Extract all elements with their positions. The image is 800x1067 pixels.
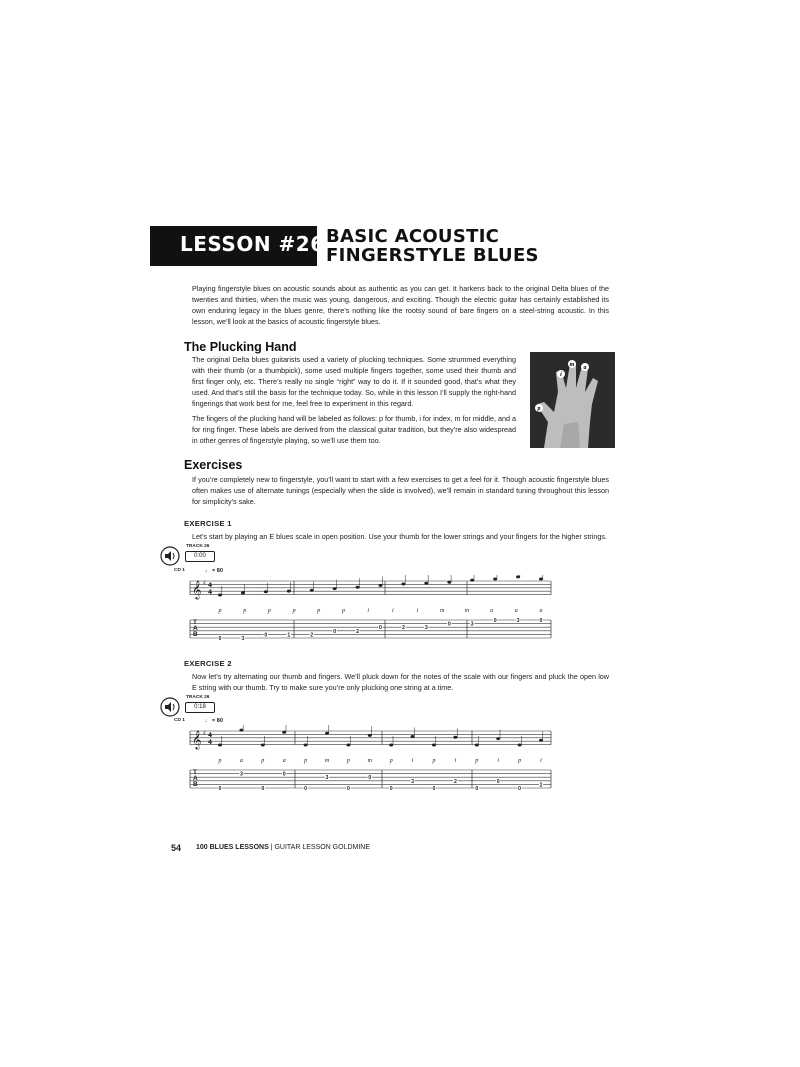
intro-paragraph: Playing fingerstyle blues on acoustic sounds about as authentic as you can get. It harkens back to the original Delta blues of the twenties and thirties, when the music was young, dangerous, and exciting. Though the electric guitar has certainly established its own enduring legacy in the blues genre, there’s nothing like the rootsy sound of bare fingers on a steel-string acoustic. In this lesson, we’ll look at the basics of acoustic fingerstyle blues. — [192, 284, 609, 326]
note-head — [516, 575, 520, 578]
tab-fret-number: 0 — [496, 778, 500, 785]
hand-photo — [530, 352, 615, 448]
exercise2-time[interactable]: 0:18 — [185, 702, 215, 713]
exercise1-notation — [188, 575, 553, 650]
note-head — [261, 744, 265, 747]
tab-fret-number: 2 — [356, 628, 360, 635]
tab-fret-number: 0 — [333, 628, 337, 635]
fingering-letter: i — [454, 758, 457, 764]
note-head — [432, 744, 436, 747]
plucking-hand-paragraph-1: The original Delta blues guitarists used a variety of plucking techniques. Some strummed everything with their thumb (or a thumbpick), some used multiple fingers together, some used their thumb and first finger only, etc. There’s really no single “right” way to do it. If it sounded good, that’s what they used. And that’s still the basis for the technique today. So, while in this lesson I’ll supply the right-hand fingerings that work best for me, feel free to experiment in this regard. — [192, 355, 516, 408]
note-head — [241, 591, 245, 594]
fingering-letter: a — [514, 608, 518, 614]
exercise2-text: Now let’s try alternating our thumb and fingers. We’ll pluck down for the notes of the scale with our fingers and pluck the open low E string with our thumb. Try to make sure you’re only plucking one string at a time. — [192, 672, 609, 692]
exercise1-track-label: TRACK 26 — [186, 544, 210, 549]
tab-fret-number: 3 — [424, 625, 428, 632]
fingering-letter: a — [539, 608, 543, 614]
lesson-number: LESSON #26: — [180, 232, 334, 256]
speaker-icon[interactable] — [160, 546, 180, 566]
exercise2-cd-label: CD 1 — [174, 718, 185, 723]
fingering-letter: p — [389, 758, 393, 764]
note-head — [539, 739, 543, 742]
footer-book-title: 100 BLUES LESSONS — [196, 844, 269, 851]
time-signature-top: 4 — [208, 582, 213, 589]
note-head — [218, 594, 222, 597]
tab-fret-number: 0 — [304, 786, 308, 792]
note-head — [356, 586, 360, 589]
note-head — [310, 589, 314, 592]
index-label: i — [560, 372, 562, 378]
note-head — [518, 744, 522, 747]
key-signature-sharp: ♯ — [203, 730, 206, 737]
note-head — [287, 590, 291, 593]
tab-fret-number: 0 — [218, 636, 222, 642]
exercises-intro: If you’re completely new to fingerstyle, you’ll want to start with a few exercises to get a feel for it. Though acoustic fingerstyle blues often makes use of alternate tunings (especially when the slide is involved), we’ll remain in standard tuning throughout this lesson for simplicity’s sake. — [192, 475, 609, 506]
note-head — [239, 729, 243, 732]
note-head — [453, 736, 457, 739]
tab-fret-number: 2 — [453, 778, 457, 785]
tab-fret-number: 0 — [261, 786, 265, 792]
exercise1-cd-label: CD 1 — [174, 568, 185, 573]
fingering-letter: m — [440, 608, 445, 614]
exercise1-time[interactable]: 0:00 — [185, 551, 215, 562]
tab-fret-number: 0 — [475, 786, 479, 792]
note-head — [346, 744, 350, 747]
tab-fret-number: 0 — [282, 771, 286, 778]
hand-illustration — [530, 352, 615, 448]
lesson-title-line1: BASIC ACOUSTIC — [326, 226, 500, 247]
note-head — [475, 744, 479, 747]
note-head — [539, 578, 543, 581]
fingering-letter: p — [341, 608, 345, 614]
fingering-letter: m — [367, 758, 372, 764]
fingering-letter: m — [464, 608, 470, 614]
tab-fret-number: 0 — [432, 786, 436, 792]
tab-clef-letter: T — [193, 619, 197, 626]
tab-fret-number: 0 — [264, 632, 268, 639]
tab-fret-number: 3 — [239, 771, 243, 778]
note-head — [496, 737, 500, 740]
tab-fret-number: 0 — [379, 625, 382, 632]
tab-fret-number: 0 — [518, 786, 522, 792]
fingering-letter: a — [239, 758, 243, 764]
plucking-hand-heading: The Plucking Hand — [184, 340, 297, 354]
key-signature-sharp: ♯ — [203, 580, 206, 587]
fingering-letter: i — [540, 758, 542, 764]
exercise2-heading: EXERCISE 2 — [184, 659, 232, 668]
exercise1-heading: EXERCISE 1 — [184, 519, 232, 528]
fingering-letter: m — [324, 758, 330, 764]
tab-clef-letter: A — [193, 625, 198, 632]
fingering-letter: a — [282, 758, 286, 764]
tab-fret-number: 3 — [516, 618, 520, 624]
tab-fret-number: 0 — [368, 775, 372, 782]
fingering-letter: p — [475, 758, 479, 764]
note-head — [282, 731, 286, 734]
tab-fret-number: 0 — [539, 618, 543, 624]
speaker-icon[interactable] — [160, 697, 180, 717]
time-signature-bottom: 4 — [208, 589, 213, 596]
note-head — [333, 587, 337, 590]
fingering-letter: a — [490, 608, 494, 614]
tab-fret-number: 0 — [218, 786, 222, 792]
tab-clef-letter: B — [193, 781, 198, 788]
note-head — [401, 583, 405, 586]
tab-fret-number: 0 — [346, 786, 350, 792]
note-head — [389, 744, 393, 747]
ring-label: a — [583, 365, 587, 371]
fingering-letter: p — [218, 608, 222, 614]
tab-fret-number: 3 — [470, 621, 474, 628]
fingering-letter: p — [346, 758, 350, 764]
fingering-letter: p — [243, 608, 247, 614]
fingering-letter: p — [292, 608, 296, 614]
treble-clef: 𝄞 — [192, 730, 202, 749]
tab-fret-number: 3 — [325, 775, 329, 782]
page-number: 54 — [171, 843, 182, 853]
tab-clef-letter: A — [193, 775, 198, 782]
footer-running-title: 100 BLUES LESSONS | GUITAR LESSON GOLDMINE — [196, 844, 371, 851]
note-head — [379, 584, 383, 587]
note-head — [368, 734, 372, 737]
fingering-letter: p — [304, 758, 308, 764]
note-head — [447, 581, 451, 584]
note-head — [264, 590, 268, 593]
note-head — [304, 744, 308, 747]
middle-label: m — [569, 362, 575, 368]
tab-fret-number: 2 — [401, 625, 405, 632]
fingering-letter: p — [218, 758, 222, 764]
note-head — [470, 579, 474, 582]
time-signature-top: 4 — [208, 732, 213, 739]
fingering-letter: p — [261, 758, 265, 764]
tab-clef-letter: T — [193, 769, 197, 776]
tab-clef-letter: B — [193, 631, 198, 638]
fingering-letter: i — [392, 608, 394, 614]
tab-fret-number: 3 — [241, 636, 245, 642]
time-signature-bottom: 4 — [208, 739, 213, 746]
exercise1-tempo: ♩ = 80 — [205, 568, 223, 574]
exercise1-text: Let’s start by playing an E blues scale in open position. Use your thumb for the lower strings and your fingers for the higher strings. — [192, 532, 607, 541]
exercise2-notation — [188, 725, 553, 800]
tab-fret-number: 3 — [411, 778, 415, 785]
thumb-label: p — [537, 406, 541, 412]
fingering-letter: p — [518, 758, 522, 764]
fingering-letter: i — [497, 758, 500, 764]
plucking-hand-paragraph-2: The fingers of the plucking hand will be labeled as follows: p for thumb, i for index, m for middle, and a for ring finger. These labels are derived from the classical guitar tradition, but they’re also widespread in other genres of fingerstyle playing, so we’ll use them too. — [192, 414, 517, 445]
fingering-letter: p — [267, 608, 271, 614]
tab-fret-number: 1 — [287, 632, 291, 639]
fingering-letter: p — [432, 758, 436, 764]
tab-fret-number: 0 — [493, 618, 497, 624]
lesson-title — [326, 227, 539, 265]
exercise2-tempo: ♩ = 80 — [205, 718, 223, 724]
note-head — [493, 578, 497, 581]
tab-fret-number: 0 — [389, 786, 393, 792]
fingering-letter: i — [411, 758, 414, 764]
fingering-letter: i — [416, 608, 419, 614]
note-head — [411, 735, 415, 738]
tab-fret-number: 2 — [310, 632, 314, 639]
note-head — [325, 732, 329, 735]
footer-series-title: GUITAR LESSON GOLDMINE — [274, 844, 371, 851]
note-head — [424, 582, 428, 585]
fingering-letter: i — [367, 608, 369, 614]
tab-fret-number: 0 — [447, 621, 451, 628]
exercise2-track-label: TRACK 26 — [186, 695, 210, 700]
exercises-heading: Exercises — [184, 458, 243, 472]
tab-fret-number: 2 — [539, 782, 543, 789]
note-head — [218, 744, 222, 747]
treble-clef: 𝄞 — [192, 580, 202, 599]
lesson-title-line2: FINGERSTYLE BLUES — [326, 245, 539, 266]
fingering-letter: p — [317, 608, 321, 614]
